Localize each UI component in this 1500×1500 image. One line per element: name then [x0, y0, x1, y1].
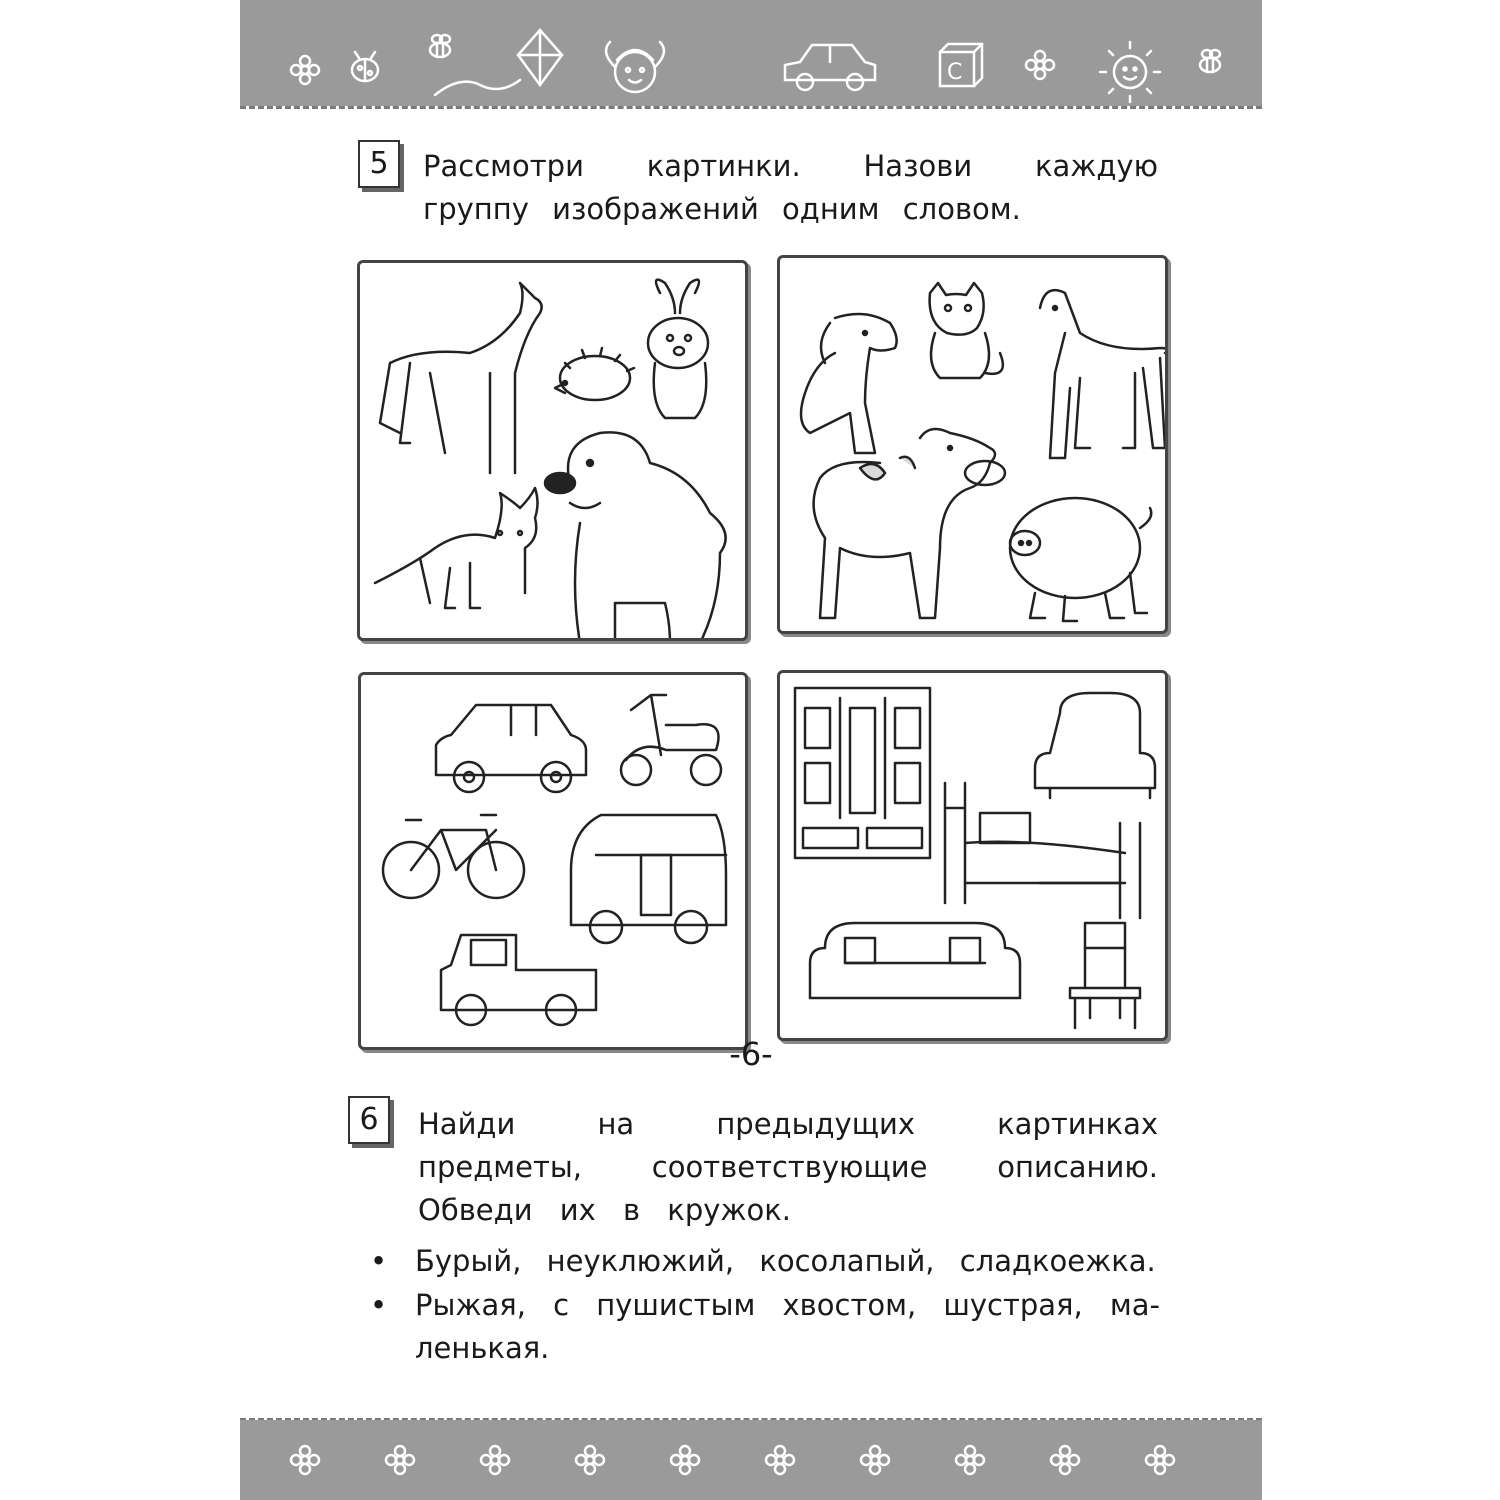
task-6-text: Найди на предыдущих картинках предметы, соответствующие описанию. Обведи их в кружок. — [418, 1107, 1158, 1227]
panel-wild-animals — [357, 260, 748, 641]
cat-icon — [930, 283, 1003, 378]
flower-icon — [291, 56, 319, 84]
bee-icon — [430, 35, 450, 57]
car-icon — [785, 45, 875, 90]
hedgehog-icon — [555, 348, 634, 400]
svg-text:C: C — [947, 60, 963, 85]
task-6-number: 6 — [348, 1096, 390, 1144]
kite-icon — [435, 30, 562, 95]
footer-band — [240, 1420, 1262, 1500]
flower-icon — [766, 1446, 794, 1474]
footer-flowers — [240, 1420, 1262, 1500]
flower-icon — [861, 1446, 889, 1474]
bear-icon — [545, 432, 726, 638]
header-band — [240, 0, 1262, 106]
letter-block-icon — [940, 44, 982, 86]
header-divider — [240, 106, 1262, 109]
sofa-icon — [810, 923, 1020, 998]
bee-icon — [1200, 50, 1220, 72]
dog-icon — [801, 314, 897, 453]
bed-icon — [945, 783, 1140, 918]
horse-icon — [1040, 290, 1165, 458]
scooter-icon — [621, 695, 721, 785]
header-doodles — [240, 0, 1262, 106]
bicycle-icon — [383, 815, 524, 898]
bus-icon — [571, 815, 726, 943]
task-5-number: 5 — [358, 140, 400, 188]
panel-furniture — [777, 670, 1168, 1041]
flower-icon — [291, 1446, 319, 1474]
flower-icon — [671, 1446, 699, 1474]
panel-transport — [358, 672, 748, 1050]
description-item-2: • Рыжая, с пушистым хвостом, шустрая, ма-ленькая. — [370, 1284, 1160, 1370]
flower-icon — [956, 1446, 984, 1474]
task-5-text: Рассмотри картинки. Назови каждую группу изображений одним словом. — [423, 149, 1158, 226]
wolf-icon — [380, 283, 542, 473]
description-item-1: • Бурый, неуклюжий, косолапый, сладкоежка. — [370, 1240, 1160, 1283]
flower-icon — [481, 1446, 509, 1474]
girl-face-icon — [606, 42, 664, 92]
description-list — [370, 1240, 1160, 1371]
chair-icon — [1070, 923, 1140, 1028]
flower-icon — [1051, 1446, 1079, 1474]
page-number: -6- — [729, 1035, 773, 1073]
car-icon — [436, 705, 586, 792]
fox-icon — [375, 488, 538, 608]
cow-icon — [814, 429, 1005, 618]
truck-icon — [441, 935, 596, 1025]
pig-icon — [1010, 498, 1151, 621]
flower-icon — [1146, 1446, 1174, 1474]
hare-icon — [648, 280, 708, 418]
ladybug-icon — [352, 52, 378, 81]
workbook-page — [240, 0, 1262, 1500]
flower-icon — [576, 1446, 604, 1474]
armchair-icon — [1035, 693, 1155, 798]
panel-domestic-animals — [777, 255, 1168, 634]
flower-icon — [386, 1446, 414, 1474]
sun-icon — [1100, 42, 1160, 102]
flower-icon — [1026, 51, 1054, 79]
wardrobe-icon — [795, 688, 930, 858]
